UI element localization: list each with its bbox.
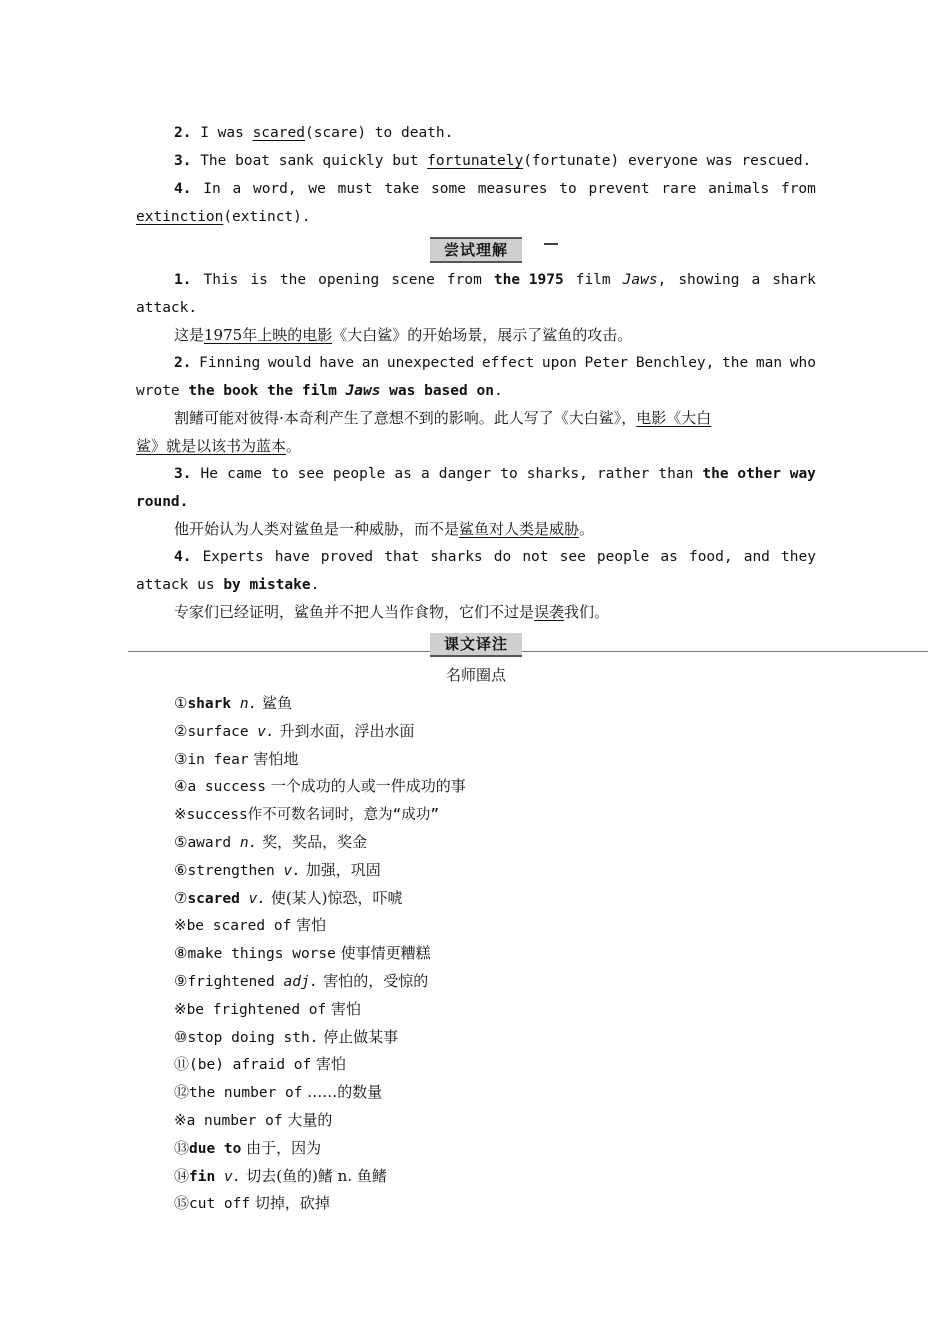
note-part-of-speech: v.: [274, 862, 301, 879]
note-marker: ①: [174, 694, 188, 712]
note-item: [136, 832, 854, 853]
note-marker: ※: [174, 1111, 187, 1129]
note-item: [136, 915, 854, 936]
word: man: [755, 355, 783, 371]
note-term: be frightened of: [186, 1001, 327, 1018]
word: have: [274, 549, 310, 565]
word: unexpected: [386, 355, 475, 371]
word: do: [493, 549, 512, 565]
word: prevent: [588, 181, 650, 197]
note-marker: ⑤: [174, 833, 188, 851]
word: This: [203, 272, 239, 288]
word: a: [751, 272, 761, 288]
sentence-text: (fortunate) everyone was rescued.: [523, 153, 812, 169]
note-term: surface: [187, 723, 249, 740]
practice-item-4-line-2: [136, 207, 816, 227]
note-marker: ⑮: [174, 1194, 190, 1213]
translation-key-phrase: 电影《大白: [636, 409, 712, 427]
word: Experts: [202, 549, 264, 565]
note-meaning: 害怕地: [248, 749, 299, 768]
key-phrase: was based on: [380, 383, 494, 399]
item-number: 2.: [174, 125, 192, 141]
item-number: 1.: [174, 272, 192, 288]
understanding-3-translation: [136, 519, 854, 539]
note-meaning: 使事情更糟糕: [335, 944, 431, 963]
note-meaning: 一个成功的人或一件成功的事: [266, 777, 466, 796]
key-phrase-title: Jaws: [345, 383, 381, 399]
note-item: [136, 1110, 854, 1131]
word: would: [267, 355, 312, 371]
word: Benchley,: [635, 355, 715, 371]
note-meaning: 鲨鱼: [257, 694, 293, 712]
word: as: [660, 549, 678, 565]
understanding-1-translation: [136, 325, 854, 345]
note-part-of-speech: v.: [239, 890, 267, 907]
word: shark: [772, 272, 816, 288]
sentence-text: (scare) to death.: [304, 125, 454, 141]
word: the 1975: [493, 272, 564, 288]
word: proved: [320, 549, 374, 565]
note-marker: ⑩: [174, 1027, 188, 1046]
word: effect: [481, 355, 535, 371]
item-number: 2.: [174, 355, 192, 371]
word: from: [446, 272, 482, 288]
note-meaning: 由于，因为: [241, 1138, 322, 1157]
note-marker: ③: [174, 749, 188, 768]
word: an: [361, 355, 380, 371]
note-item: [136, 1082, 854, 1103]
word: as: [394, 466, 412, 482]
note-term: make things worse: [187, 946, 336, 963]
word: food,: [688, 549, 733, 565]
translation-text: 。: [286, 437, 302, 455]
word: a: [232, 181, 242, 197]
note-marker: ※: [174, 916, 187, 935]
note-term: in fear: [187, 751, 249, 768]
word: showing: [678, 272, 740, 288]
practice-item-3: [136, 151, 854, 171]
sentence-text: The boat sank quickly but: [191, 153, 428, 169]
word: danger: [438, 466, 492, 482]
note-meaning: ……的数量: [302, 1083, 383, 1102]
note-marker: ⑬: [174, 1138, 190, 1157]
word: opening: [318, 272, 380, 288]
note-meaning: 切去(鱼的)鳍 n. 鱼鳍: [241, 1166, 387, 1185]
note-item: [136, 693, 854, 714]
note-marker: ⑨: [174, 972, 188, 990]
note-meaning: 害怕: [291, 916, 327, 935]
translation-text: 他开始认为人类对鲨鱼是一种威胁，而不是: [174, 520, 460, 538]
word: take: [384, 181, 420, 197]
note-term: strengthen: [187, 862, 275, 879]
word: came: [227, 466, 263, 482]
translation-key-phrase: 鲨》就是以该书为蓝本: [136, 437, 287, 455]
note-meaning: 切掉，砍掉: [250, 1194, 330, 1213]
note-item: [136, 721, 854, 742]
answer-word: fortunately: [427, 153, 524, 169]
note-part-of-speech: v.: [215, 1168, 242, 1185]
note-item: [136, 1054, 854, 1075]
translation-text: 《大白鲨》的开始场景，展示了鲨鱼的攻击。: [332, 326, 633, 344]
word: film: [575, 272, 611, 288]
note-item: [136, 1027, 854, 1048]
note-marker: ④: [174, 777, 188, 796]
note-term: a success: [187, 779, 267, 796]
note-term: stop doing sth.: [187, 1029, 319, 1046]
note-meaning: 升到水面，浮出水面: [274, 721, 415, 740]
section-title: 课文译注: [430, 633, 522, 657]
word: rare: [661, 181, 697, 197]
sentence-text: attack us: [136, 577, 224, 593]
item-number: 3.: [174, 466, 192, 482]
word: must: [337, 181, 373, 197]
note-term: be scared of: [186, 918, 292, 935]
word: Finning: [199, 355, 261, 371]
word: is: [250, 272, 268, 288]
section-banner-text: [136, 633, 816, 659]
note-marker: ②: [174, 721, 188, 740]
translation-text: 我们。: [564, 603, 610, 621]
note-term: shark: [187, 696, 232, 712]
word: who: [789, 355, 816, 371]
note-marker: ※: [174, 999, 187, 1018]
note-item: [136, 999, 854, 1020]
word: people: [332, 466, 386, 482]
note-marker: ⑧: [174, 944, 188, 963]
note-item: [136, 860, 854, 881]
word: the: [279, 272, 307, 288]
note-term: a number of: [186, 1113, 283, 1129]
word: word,: [252, 181, 297, 197]
sentence-text: I was: [191, 125, 253, 141]
word: animals: [708, 181, 770, 197]
note-term: due to: [189, 1140, 242, 1157]
understanding-2-line-1: [136, 353, 816, 373]
word: to: [500, 466, 518, 482]
sentence-text: .: [310, 577, 320, 593]
section-title: 尝试理解: [430, 237, 522, 263]
understanding-4-translation: [136, 602, 854, 622]
note-term: fin: [189, 1168, 216, 1185]
word: the: [722, 355, 749, 371]
word: to: [271, 466, 289, 482]
note-meaning: 使(某人)惊恐，吓唬: [266, 888, 403, 907]
word: measures: [477, 181, 548, 197]
note-marker: ⑥: [174, 860, 188, 879]
note-marker: ⑦: [174, 888, 188, 907]
key-phrase: by mistake: [223, 577, 311, 593]
word: Jaws,: [622, 272, 667, 288]
note-meaning: 害怕: [311, 1055, 347, 1074]
word: In: [203, 181, 221, 197]
note-item: [136, 943, 854, 964]
note-part-of-speech: n.: [231, 835, 258, 851]
word: to: [559, 181, 577, 197]
word: sharks: [430, 549, 483, 565]
item-number: 4.: [174, 549, 192, 565]
note-term: the number of: [189, 1085, 303, 1102]
word: the other way: [702, 466, 816, 482]
note-item: [136, 1166, 854, 1187]
sentence-text: wrote: [136, 383, 189, 399]
word: see: [559, 549, 586, 565]
translation-text: 这是: [174, 326, 205, 344]
understanding-3-line-2: [136, 492, 816, 512]
translation-text: 专家们已经证明，鲨鱼并不把人当作食物，它们不过是: [174, 603, 535, 621]
note-term: frightened: [187, 974, 275, 990]
translation-key-phrase: 误袭: [534, 603, 565, 621]
word: and: [743, 549, 770, 565]
item-number: 4.: [174, 181, 192, 197]
note-term: (be) afraid of: [189, 1057, 312, 1074]
note-term: award: [187, 835, 232, 851]
key-phrase: the book the film: [188, 383, 346, 399]
word: see: [297, 466, 324, 482]
note-item: [136, 749, 854, 770]
translation-text: 割鳍可能对彼得·本奇利产生了意想不到的影响。此人写了《大白鲨》，: [174, 409, 637, 427]
notes-subtitle: 名师圈点: [445, 666, 506, 684]
translation-key-phrase: 鲨鱼对人类是威胁: [459, 520, 580, 538]
sentence-text: (extinct).: [223, 209, 311, 225]
word: they: [781, 549, 816, 565]
understanding-1-line-1: [136, 270, 816, 290]
understanding-2-translation-2: [136, 436, 816, 456]
section-banner-try: [136, 237, 816, 263]
key-phrase: round.: [136, 494, 189, 510]
word: than: [658, 466, 694, 482]
answer-word: scared: [252, 125, 305, 141]
understanding-3-line-1: [136, 464, 816, 484]
note-item: [136, 888, 854, 909]
word: upon: [541, 355, 577, 371]
note-marker: ⑭: [174, 1166, 190, 1185]
word: we: [308, 181, 326, 197]
word: scene: [391, 272, 435, 288]
understanding-4-line-2: [136, 575, 816, 595]
note-part-of-speech: v.: [248, 723, 275, 740]
note-item: [136, 776, 854, 797]
note-term: success作不可数名词时，意为“成功”: [186, 807, 440, 824]
understanding-2-line-2: wrote the book the film Jaws was based on.: [136, 383, 503, 399]
note-marker: ⑫: [174, 1083, 190, 1102]
answer-word: extinction: [136, 209, 224, 225]
word: some: [431, 181, 466, 197]
note-meaning: 大量的: [282, 1111, 333, 1129]
translation-key-phrase: 1975年上映的电影: [204, 326, 333, 344]
word: people: [596, 549, 650, 565]
word: from: [780, 181, 816, 197]
note-meaning: 奖，奖品，奖金: [257, 833, 368, 851]
note-item: [136, 1193, 854, 1214]
note-term: cut off: [189, 1196, 251, 1213]
note-marker: ※: [174, 805, 187, 824]
note-item: [136, 804, 854, 825]
note-meaning: 害怕的，受惊的: [318, 972, 429, 990]
translation-text: 。: [579, 520, 595, 538]
note-marker: ⑪: [174, 1055, 190, 1074]
practice-item-4-line-1: [136, 179, 816, 199]
note-meaning: 害怕: [326, 999, 362, 1018]
note-term: scared: [187, 890, 240, 907]
word: have: [319, 355, 355, 371]
understanding-2-translation-1: [136, 408, 854, 428]
word: He: [200, 466, 219, 482]
word: a: [420, 466, 430, 482]
practice-item-2: [136, 123, 854, 143]
note-item: [136, 1138, 854, 1159]
item-number: 3.: [174, 153, 192, 169]
note-meaning: 停止做某事: [318, 1027, 399, 1046]
word: Peter: [584, 355, 629, 371]
understanding-4-line-1: [136, 547, 816, 567]
word: not: [522, 549, 549, 565]
note-part-of-speech: adj.: [274, 974, 319, 990]
understanding-1-line-2: attack.: [136, 300, 198, 316]
note-part-of-speech: n.: [231, 696, 258, 712]
word: rather: [596, 466, 650, 482]
banner-decoration: [544, 243, 558, 255]
note-meaning: 加强，巩固: [300, 860, 381, 879]
word: sharks,: [526, 466, 588, 482]
word: that: [384, 549, 420, 565]
note-item: [136, 971, 854, 992]
